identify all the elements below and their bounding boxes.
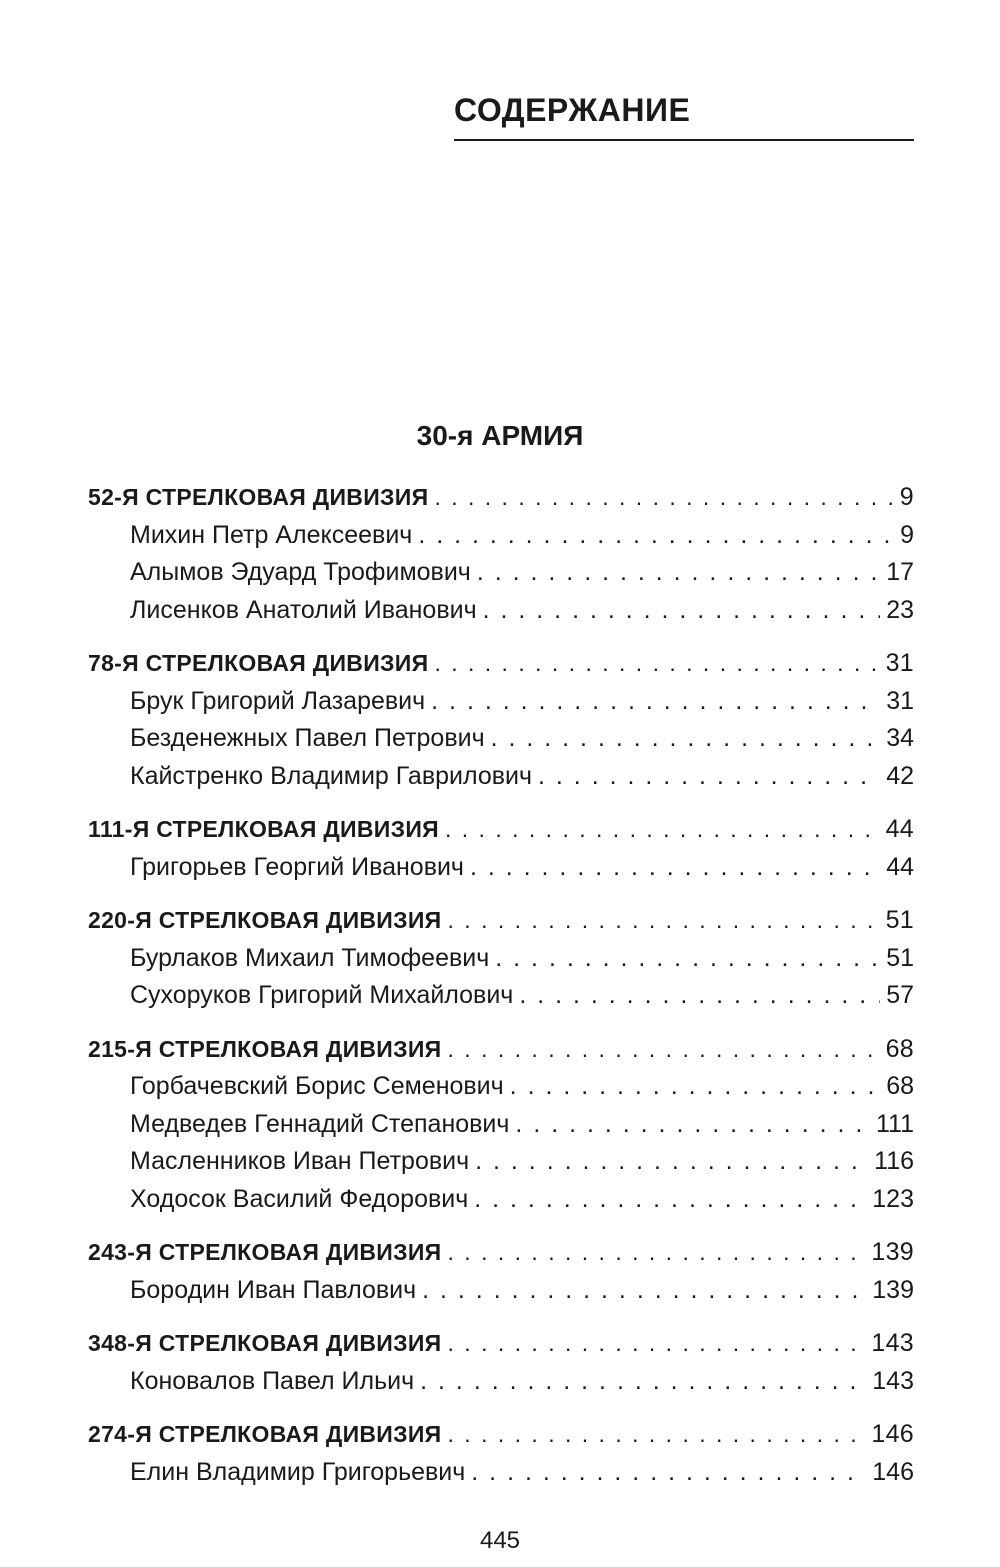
toc-person-entry[interactable] [88,683,914,721]
person-page: 42 [886,761,914,790]
person-name: Кайстренко Владимир Гаврилович [130,761,533,790]
dot-leader [448,1325,866,1363]
person-name: Медведев Геннадий Степанович [130,1109,510,1138]
toc-person-entry[interactable] [88,940,914,978]
division-title: 111-Я СТРЕЛКОВАЯ ДИВИЗИЯ [88,816,439,842]
dot-leader [418,517,894,555]
person-page: 44 [886,852,914,881]
dot-leader [434,479,893,517]
dot-leader [420,1363,866,1401]
person-name: Григорьев Георгий Иванович [130,852,464,881]
person-page: 123 [872,1184,914,1213]
person-name: Безденежных Павел Петрович [130,724,485,752]
dot-leader [483,592,881,630]
toc-group [88,479,914,629]
person-page: 17 [886,558,914,586]
division-page: 68 [885,1034,914,1063]
division-title: 274-Я СТРЕЛКОВАЯ ДИВИЗИЯ [88,1421,442,1447]
toc-person-entry[interactable] [88,1068,914,1106]
person-name: Коновалов Павел Ильич [130,1366,415,1395]
page-number: 445 [479,1527,521,1554]
division-title: 78-Я СТРЕЛКОВАЯ ДИВИЗИЯ [88,650,429,676]
division-title: 220-Я СТРЕЛКОВАЯ ДИВИЗИЯ [88,907,442,933]
toc-person-entry[interactable] [88,849,914,887]
toc-person-entry[interactable] [88,1143,914,1181]
dot-leader [477,554,880,592]
toc-person-entry[interactable] [88,720,914,758]
person-name: Елин Владимир Григорьевич [130,1457,466,1486]
person-page: 143 [872,1366,914,1395]
toc-division-entry[interactable] [88,902,914,940]
toc-division-entry[interactable] [88,1325,914,1363]
toc-person-entry[interactable] [88,554,914,592]
table-of-contents [88,479,914,1507]
person-name: Брук Григорий Лазаревич [130,686,426,715]
dot-leader [448,902,880,940]
dot-leader [510,1068,881,1106]
dot-leader [448,1234,866,1272]
dot-leader [471,1454,866,1492]
toc-person-entry[interactable] [88,1106,914,1144]
person-page: 31 [886,686,914,715]
person-page: 146 [872,1457,914,1486]
dot-leader [445,811,880,849]
division-page: 146 [871,1420,914,1448]
person-name: Масленников Иван Петрович [130,1147,470,1175]
division-title: 215-Я СТРЕЛКОВАЯ ДИВИЗИЯ [88,1035,442,1062]
toc-person-entry[interactable] [88,758,914,796]
toc-division-entry[interactable] [88,479,914,517]
dot-leader [519,977,880,1015]
division-page: 31 [885,649,914,677]
toc-division-entry[interactable] [88,1416,914,1454]
person-page: 111 [875,1109,914,1138]
division-page: 143 [871,1329,914,1357]
division-page: 44 [885,815,914,843]
dot-leader [538,758,880,796]
toc-person-entry[interactable] [88,517,914,555]
person-page: 51 [886,943,914,972]
toc-group [88,645,914,795]
person-page: 9 [900,520,914,549]
person-page: 139 [872,1275,914,1304]
dot-leader [448,1416,866,1454]
person-page: 116 [874,1147,914,1175]
toc-division-entry[interactable] [88,811,914,849]
dot-leader [470,849,880,887]
toc-person-entry[interactable] [88,1272,914,1310]
division-page: 51 [885,906,914,934]
dot-leader [448,1031,880,1069]
person-name: Бурлаков Михаил Тимофеевич [130,943,490,972]
toc-division-entry[interactable] [88,1234,914,1272]
person-name: Михин Петр Алексеевич [130,520,413,549]
toc-person-entry[interactable] [88,1454,914,1492]
person-page: 23 [886,595,914,624]
division-title: 243-Я СТРЕЛКОВАЯ ДИВИЗИЯ [88,1239,442,1265]
person-page: 34 [886,724,914,752]
division-page: 9 [899,483,914,511]
toc-group [88,1325,914,1400]
person-name: Сухоруков Григорий Михайлович [130,981,514,1009]
toc-division-entry[interactable] [88,645,914,683]
toc-group [88,811,914,886]
toc-person-entry[interactable] [88,592,914,630]
toc-person-entry[interactable] [88,1181,914,1219]
dot-leader [491,720,881,758]
person-name: Лисенков Анатолий Иванович [130,595,477,624]
toc-person-entry[interactable] [88,977,914,1015]
person-page: 57 [886,981,914,1009]
section-title: 30-я АРМИЯ [416,420,584,451]
dot-leader [515,1106,870,1144]
toc-group [88,1031,914,1219]
person-name: Алымов Эдуард Трофимович [130,558,471,586]
dot-leader [495,940,880,978]
person-name: Бородин Иван Павлович [130,1275,417,1304]
dot-leader [431,683,880,721]
division-title: 52-Я СТРЕЛКОВАЯ ДИВИЗИЯ [88,484,429,510]
person-page: 68 [886,1072,914,1100]
page-title: СОДЕРЖАНИЕ [454,92,914,141]
dot-leader [434,645,879,683]
person-name: Горбачевский Борис Семенович [130,1072,504,1100]
toc-group [88,1234,914,1309]
toc-person-entry[interactable] [88,1363,914,1401]
person-name: Ходосок Василий Федорович [130,1184,469,1213]
toc-group [88,902,914,1015]
division-title: 348-Я СТРЕЛКОВАЯ ДИВИЗИЯ [88,1330,442,1356]
dot-leader [422,1272,866,1310]
division-page: 139 [871,1238,914,1266]
toc-division-entry[interactable] [88,1031,914,1069]
dot-leader [475,1143,868,1181]
toc-group [88,1416,914,1491]
dot-leader [474,1181,866,1219]
